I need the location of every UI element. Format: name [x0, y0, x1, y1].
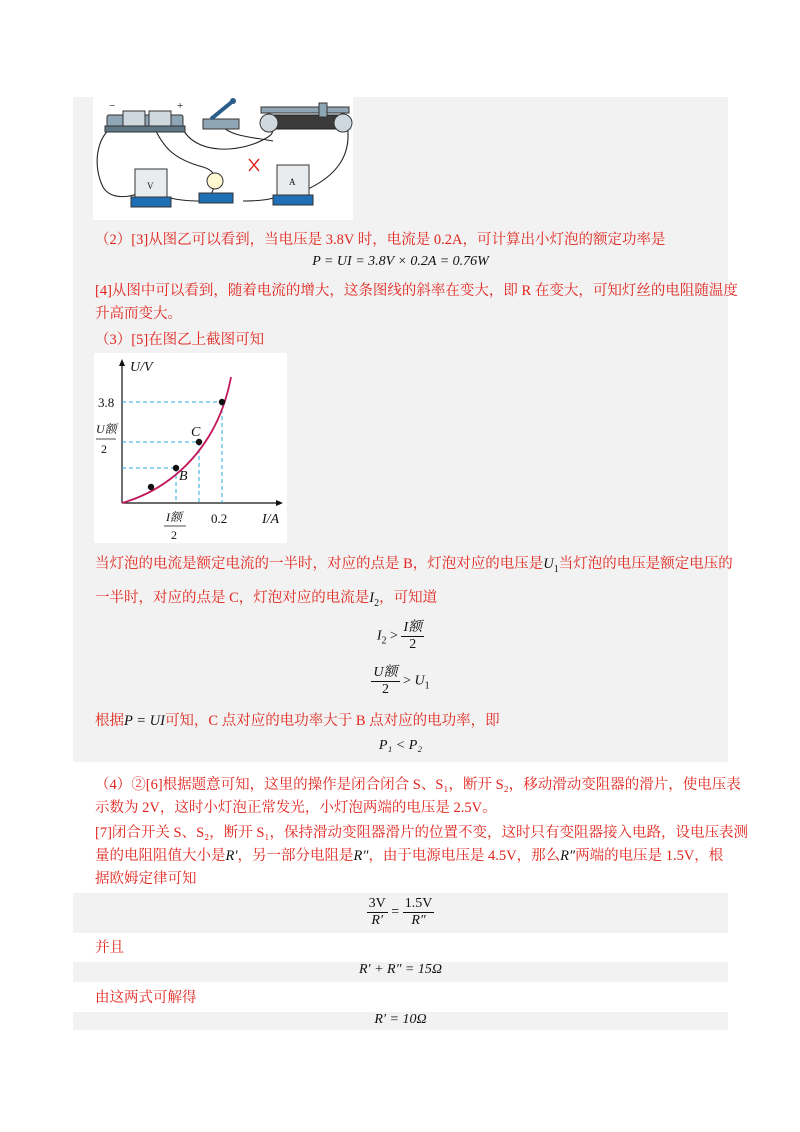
- part3-line1: （3）[5]在图乙上截图可知: [95, 332, 265, 348]
- part2-line2: [4]从图中可以看到，随着电流的增大，这条图线的斜率在变大，即 R 在变大，可知灯丝的电阻随温度: [95, 283, 738, 299]
- y-tick-3.8: 3.8: [98, 395, 115, 410]
- x-tick-frac-den: 2: [171, 528, 177, 542]
- y-tick-frac-num: U额: [96, 422, 117, 436]
- point-C-label: C: [191, 425, 201, 440]
- part3b-line3: 根据P = UI可知，C 点对应的电功率大于 B 点对应的电功率，即: [95, 713, 500, 729]
- x-tick-frac-num: I额: [166, 510, 182, 524]
- part3b-line1c: 当灯泡的电压是额定电压的: [558, 556, 733, 572]
- part2-line3: 升高而变大。: [95, 306, 182, 322]
- graph-y-axis-label: U/V: [130, 360, 153, 375]
- circuit-diagram: [93, 97, 353, 220]
- i2-symbol: $I_2$: [369, 590, 380, 609]
- u-i-graph: [94, 353, 287, 543]
- part3b-line2c: ，可知道: [379, 590, 438, 606]
- part2-line1: （2）[3]从图乙可以看到，当电压是 3.8V 时，电流是 0.2A，可计算出小灯泡的额定功率是: [95, 232, 666, 248]
- battery-minus: −: [109, 100, 116, 112]
- ineq-3: P₁ < P₂: [378, 738, 423, 753]
- ammeter-label: A: [289, 177, 296, 187]
- part4-line4: 量的电阻阻值大小是R′，另一部分电阻是R″，由于电源电压是 4.5V，那么R″两端的电压是 1.5V，根: [95, 848, 724, 864]
- point-B-label: B: [179, 469, 188, 484]
- part3b-line1: [95, 553, 733, 581]
- ineq-2: $\frac{\text{U额}}{2}$ > $U_1$: [373, 665, 430, 697]
- part3b-line2a: 一半时，对应的点是 C，灯泡对应的电流是: [95, 590, 370, 606]
- x-tick-0.2: 0.2: [211, 511, 228, 526]
- solve-text: 由这两式可解得: [95, 990, 197, 1006]
- part4-line2: 示数为 2V，这时小灯泡正常发光，小灯泡两端的电压是 2.5V。: [95, 800, 497, 816]
- graph-x-axis-label: I/A: [262, 512, 280, 527]
- part2-eq1: P = UI = 3.8V × 0.2A = 0.76W: [312, 254, 489, 269]
- battery-plus: +: [177, 100, 184, 112]
- part4-line1: （4）②[6]根据题意可知，这里的操作是闭合闭合 S、S₁，断开 S₂，移动滑动变阻器的滑片，使电压表: [95, 777, 741, 793]
- and-text: 并且: [95, 940, 124, 956]
- part3b-line1a: 当灯泡的电流是额定电流的一半时，对应的点是 B，灯泡对应的电压是: [95, 556, 544, 572]
- sum-eq: R′ + R″ = 15Ω: [358, 962, 442, 977]
- p-ui-formula: P = UI: [124, 713, 165, 729]
- y-tick-frac-den: 2: [101, 442, 107, 456]
- result-eq: R′ = 10Ω: [374, 1012, 427, 1027]
- u1-symbol: $U_1$: [543, 556, 559, 575]
- part4-line5: 据欧姆定律可知: [95, 871, 197, 887]
- part4-line3: [7]闭合开关 S、S₂，断开 S₁，保持滑动变阻器滑片的位置不变，这时只有变阻器接入电路，设电压表测: [95, 825, 748, 841]
- part3b-line2: [95, 587, 437, 615]
- ineq-1: $I_2$ > $\frac{\text{I额}}{2}$: [376, 620, 423, 652]
- ohm-ratio-eq: $\frac{3V}{R'}$ = $\frac{1.5V}{R''}$: [368, 896, 433, 928]
- voltmeter-label: V: [147, 181, 154, 191]
